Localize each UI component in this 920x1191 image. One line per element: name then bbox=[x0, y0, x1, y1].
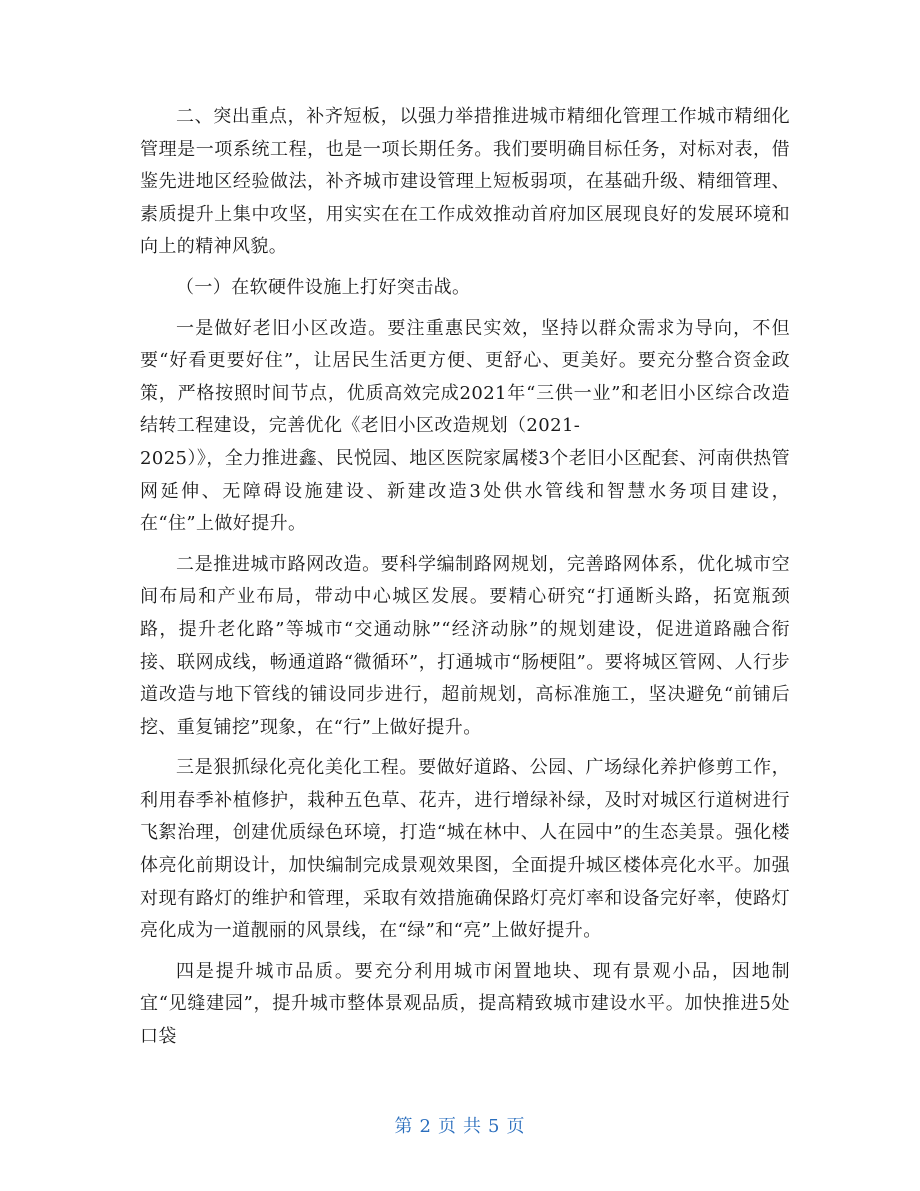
paragraph-old-community-cont: 2025）》，全力推进鑫、民悦园、地区医院家属楼3个老旧小区配套、河南供热管网延伸、无障碍设施建设、新建改造3处供水管线和智慧水务项目建设，在“住”上做好提升。 bbox=[140, 447, 790, 535]
paragraph-greening: 三是狠抓绿化亮化美化工程。要做好道路、公园、广场绿化养护修剪工作，利用春季补植修护，栽种五色草、花卉，进行增绿补绿，及时对城区行道树进行飞絮治理，创建优质绿色环境，打造“城在林中、人在园中”的生态美景。强化楼体亮化前期设计，加快编制完成景观效果图，全面提升城区楼体亮化水平。加强对现有路灯的维护和管理，采取有效措施确保路灯亮灯率和设备完好率，使路灯亮化成为一道靓丽的风景线，在“绿”和“亮”上做好提升。 bbox=[140, 757, 790, 942]
paragraph-section-two: 二、突出重点，补齐短板，以强力举措推进城市精细化管理工作城市精细化管理是一项系统工程，也是一项长期任务。我们要明确目标任务，对标对表，借鉴先进地区经验做法，补齐城市建设管理上短板弱项，在基础升级、精细管理、素质提升上集中攻坚，用实实在在工作成效推动首府加区展现良好的发展环境和向上的精神风貌。 bbox=[140, 106, 790, 258]
document-body bbox=[140, 101, 790, 1054]
paragraph-subheading-one: （一）在软硬件设施上打好突击战。 bbox=[176, 276, 471, 298]
footer-label-page: 第 bbox=[394, 1116, 414, 1137]
page-footer bbox=[0, 1112, 920, 1138]
footer-label-total: 共 bbox=[463, 1116, 482, 1137]
footer-label-unit: 页 bbox=[438, 1116, 457, 1137]
paragraph-road-network: 二是推进城市路网改造。要科学编制路网规划，完善路网体系，优化城市空间布局和产业布局，带动中心城区发展。要精心研究“打通断头路，拓宽瓶颈路，提升老化路”等城市“交通动脉”“经济动脉”的规划建设，促进道路融合衔接、联网成线，畅通道路“微循环”，打通城市“肠梗阻”。要将城区管网、人行步道改造与地下管线的铺设同步进行，超前规划，高标准施工，坚决避免“前铺后挖、重复铺挖”现象，在“行”上做好提升。 bbox=[140, 553, 790, 738]
footer-label-unit-2: 页 bbox=[506, 1116, 526, 1137]
footer-current-page: 2 bbox=[419, 1116, 432, 1137]
paragraph-old-community: 一是做好老旧小区改造。要注重惠民实效，坚持以群众需求为导向，不但要“好看更要好住”，让居民生活更方便、更舒心、更美好。要充分整合资金政策，严格按照时间节点，优质高效完成2021年“三供一业”和老旧小区综合改造结转工程建设，完善优化《老旧小区改造规划（2021- bbox=[140, 317, 790, 437]
footer-total-pages: 5 bbox=[488, 1116, 501, 1137]
paragraph-city-quality: 四是提升城市品质。要充分利用城市闲置地块、现有景观小品，因地制宜“见缝建园”，提升城市整体景观品质，提高精致城市建设水平。加快推进5处口袋 bbox=[140, 960, 790, 1048]
